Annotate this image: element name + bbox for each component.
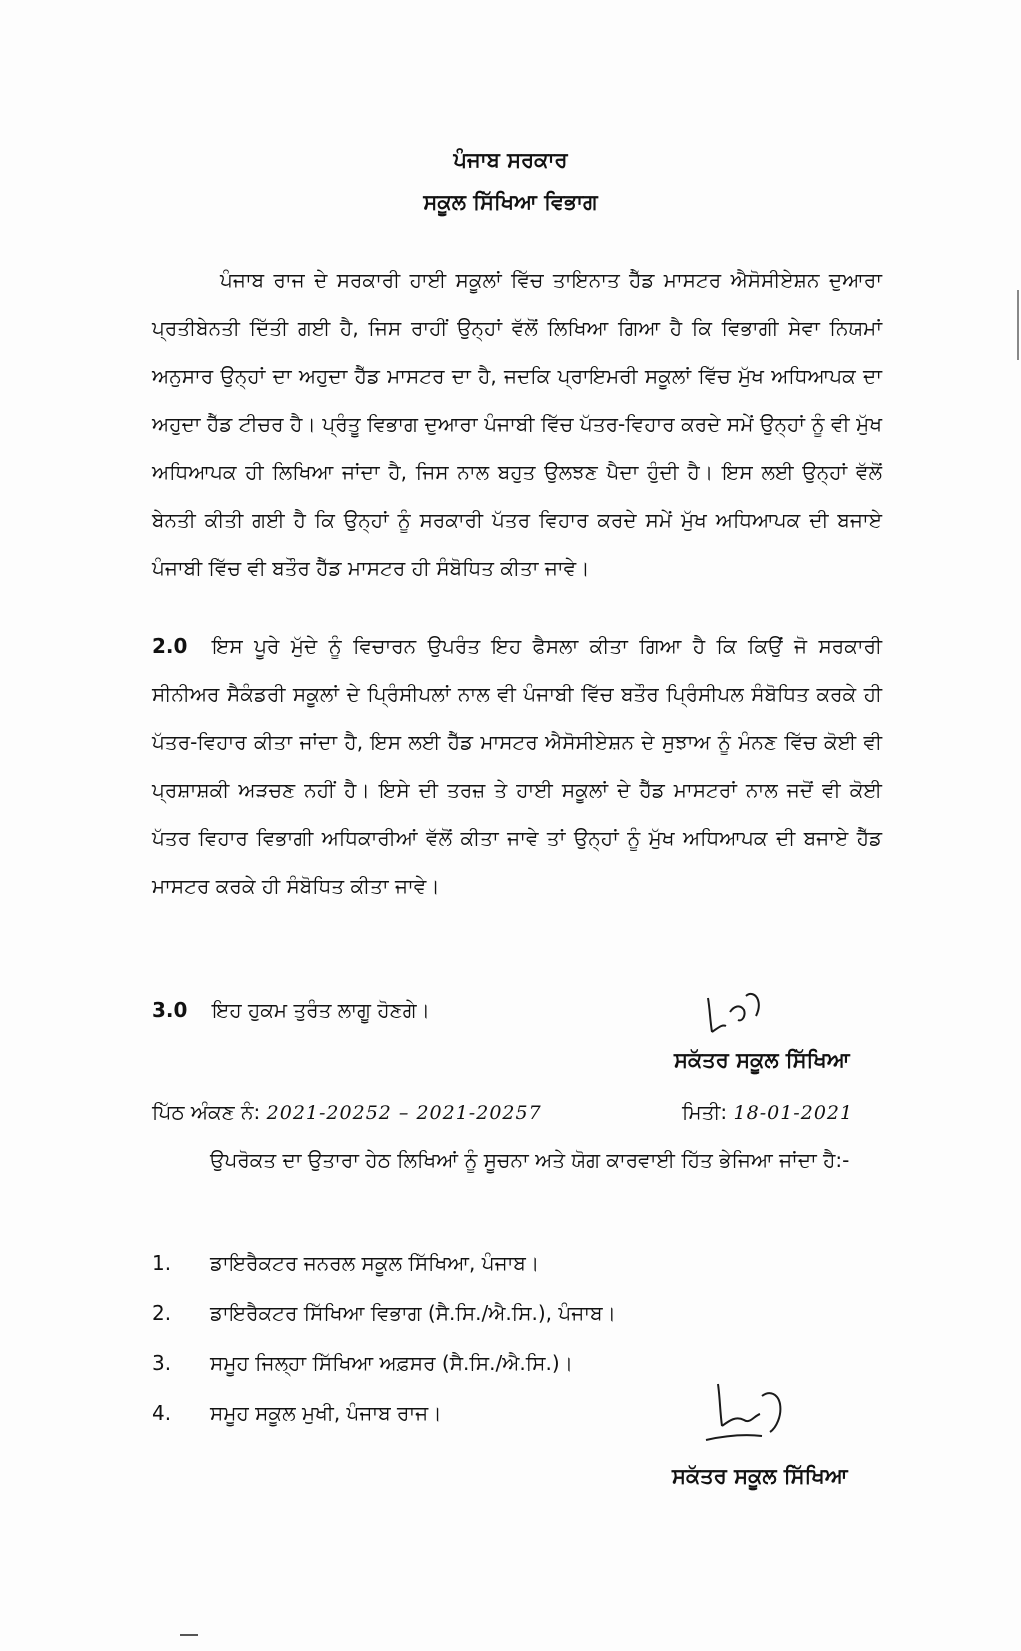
list-item-number: 3. [152, 1351, 172, 1375]
reference-number: 2021-20252 – 2021-20257 [266, 1102, 542, 1124]
date-label: ਮਿਤੀ: [682, 1100, 728, 1124]
date-block [682, 1100, 853, 1124]
list-item-number: 4. [152, 1401, 172, 1425]
paragraph-1: ਪੰਜਾਬ ਰਾਜ ਦੇ ਸਰਕਾਰੀ ਹਾਈ ਸਕੂਲਾਂ ਵਿੱਚ ਤਾਇਨਾਤ ਹੈੱਡ ਮਾਸਟਰ ਐਸੋਸੀਏਸ਼ਨ ਦੁਆਰਾ ਪ੍ਰਤੀਬੇਨਤੀ ਦਿੱਤੀ ਗਈ ਹੈ, ਜਿਸ ਰਾਹੀਂ ਉਨ੍ਹਾਂ ਵੱਲੋਂ ਲਿਖਿਆ ਗਿਆ ਹੈ ਕਿ ਵਿਭਾਗੀ ਸੇਵਾ ਨਿਯਮਾਂ ਅਨੁਸਾਰ ਉਨ੍ਹਾਂ ਦਾ ਅਹੁਦਾ ਹੈੱਡ ਮਾਸਟਰ ਦਾ ਹੈ, ਜਦਕਿ ਪ੍ਰਾਇਮਰੀ ਸਕੂਲਾਂ ਵਿੱਚ ਮੁੱਖ ਅਧਿਆਪਕ ਦਾ ਅਹੁਦਾ ਹੈੱਡ ਟੀਚਰ ਹੈ। ਪ੍ਰੰਤੂ ਵਿਭਾਗ ਦੁਆਰਾ ਪੰਜਾਬੀ ਵਿੱਚ ਪੱਤਰ-ਵਿਹਾਰ ਕਰਦੇ ਸਮੇਂ ਉਨ੍ਹਾਂ ਨੂੰ ਵੀ ਮੁੱਖ ਅਧਿਆਪਕ ਹੀ ਲਿਖਿਆ ਜਾਂਦਾ ਹੈ, ਜਿਸ ਨਾਲ ਬਹੁਤ ਉਲਝਣ ਪੈਦਾ ਹੁੰਦੀ ਹੈ। ਇਸ ਲਈ ਉਨ੍ਹਾਂ ਵੱਲੋਂ ਬੇਨਤੀ ਕੀਤੀ ਗਈ ਹੈ ਕਿ ਉਨ੍ਹਾਂ ਨੂੰ ਸਰਕਾਰੀ ਪੱਤਰ ਵਿਹਾਰ ਕਰਦੇ ਸਮੇਂ ਮੁੱਖ ਅਧਿਆਪਕ ਦੀ ਬਜਾਏ ਪੰਜਾਬੀ ਵਿੱਚ ਵੀ ਬਤੌਰ ਹੈੱਡ ਮਾਸਟਰ ਹੀ ਸੰਬੋਧਿਤ ਕੀਤਾ ਜਾਵੇ। [152, 268, 882, 580]
list-item [152, 1338, 616, 1388]
list-item-text: ਸਮੂਹ ਜਿਲ੍ਹਾ ਸਿੱਖਿਆ ਅਫ਼ਸਰ (ਸੈ.ਸਿ./ਐ.ਸਿ.)। [210, 1351, 574, 1375]
scan-foot-mark [180, 1634, 198, 1636]
handwritten-signature-2 [700, 1376, 800, 1446]
forwarding-text: ਉਪਰੋਕਤ ਦਾ ਉਤਾਰਾ ਹੇਠ ਲਿਖਿਆਂ ਨੂੰ ਸੂਚਨਾ ਅਤੇ ਯੋਗ ਕਾਰਵਾਈ ਹਿੱਤ ਭੇਜਿਆ ਜਾਂਦਾ ਹੈ:- [210, 1148, 850, 1172]
handwritten-signature-1 [700, 990, 780, 1040]
signatory-title-top: ਸਕੱਤਰ ਸਕੂਲ ਸਿੱਖਿਆ [674, 1048, 850, 1072]
recipient-list [152, 1238, 616, 1438]
signatory-title-bottom: ਸਕੱਤਰ ਸਕੂਲ ਸਿੱਖਿਆ [672, 1464, 848, 1488]
list-item-number: 2. [152, 1301, 172, 1325]
list-item-number: 1. [152, 1251, 172, 1275]
list-item [152, 1288, 616, 1338]
header-department: ਸਕੂਲ ਸਿੱਖਿਆ ਵਿਭਾਗ [423, 190, 598, 214]
reference-label: ਪਿੱਠ ਅੰਕਣ ਨੰ: [152, 1100, 261, 1124]
list-item [152, 1388, 616, 1438]
header-government: ਪੰਜਾਬ ਸਰਕਾਰ [453, 148, 568, 172]
paragraph-2-number: 2.0 [152, 634, 188, 658]
paragraph-3-number: 3.0 [152, 998, 188, 1022]
date-value: 18-01-2021 [733, 1102, 854, 1124]
paragraph-2-text: ਇਸ ਪੂਰੇ ਮੁੱਦੇ ਨੂੰ ਵਿਚਾਰਨ ਉਪਰੰਤ ਇਹ ਫੈਸਲਾ ਕੀਤਾ ਗਿਆ ਹੈ ਕਿ ਕਿਉਂ ਜੋ ਸਰਕਾਰੀ ਸੀਨੀਅਰ ਸੈਕੰਡਰੀ ਸਕੂਲਾਂ ਦੇ ਪ੍ਰਿੰਸੀਪਲਾਂ ਨਾਲ ਵੀ ਪੰਜਾਬੀ ਵਿੱਚ ਬਤੌਰ ਪ੍ਰਿੰਸੀਪਲ ਸੰਬੋਧਿਤ ਕਰਕੇ ਹੀ ਪੱਤਰ-ਵਿਹਾਰ ਕੀਤਾ ਜਾਂਦਾ ਹੈ, ਇਸ ਲਈ ਹੈੱਡ ਮਾਸਟਰ ਐਸੋਸੀਏਸ਼ਨ ਦੇ ਸੁਝਾਅ ਨੂੰ ਮੰਨਣ ਵਿੱਚ ਕੋਈ ਵੀ ਪ੍ਰਸ਼ਾਸ਼ਕੀ ਅੜਚਣ ਨਹੀਂ ਹੈ। ਇਸੇ ਦੀ ਤਰਜ਼ ਤੇ ਹਾਈ ਸਕੂਲਾਂ ਦੇ ਹੈੱਡ ਮਾਸਟਰਾਂ ਨਾਲ ਜਦੋਂ ਵੀ ਕੋਈ ਪੱਤਰ ਵਿਹਾਰ ਵਿਭਾਗੀ ਅਧਿਕਾਰੀਆਂ ਵੱਲੋਂ ਕੀਤਾ ਜਾਵੇ ਤਾਂ ਉਨ੍ਹਾਂ ਨੂੰ ਮੁੱਖ ਅਧਿਆਪਕ ਦੀ ਬਜਾਏ ਹੈੱਡ ਮਾਸਟਰ ਕਰਕੇ ਹੀ ਸੰਬੋਧਿਤ ਕੀਤਾ ਜਾਵੇ। [152, 634, 882, 898]
list-item-text: ਡਾਇਰੈਕਟਰ ਸਿੱਖਿਆ ਵਿਭਾਗ (ਸੈ.ਸਿ./ਐ.ਸਿ.), ਪੰਜਾਬ। [210, 1301, 617, 1325]
list-item-text: ਸਮੂਹ ਸਕੂਲ ਮੁਖੀ, ਪੰਜਾਬ ਰਾਜ। [210, 1401, 442, 1425]
paragraph-3-text: ਇਹ ਹੁਕਮ ਤੁਰੰਤ ਲਾਗੂ ਹੋਣਗੇ। [212, 998, 431, 1022]
paragraph-3 [152, 998, 430, 1022]
list-item-text: ਡਾਇਰੈਕਟਰ ਜਨਰਲ ਸਕੂਲ ਸਿੱਖਿਆ, ਪੰਜਾਬ। [210, 1251, 540, 1275]
scan-edge-mark [1017, 290, 1019, 360]
paragraph-2 [152, 622, 882, 910]
list-item [152, 1238, 616, 1288]
